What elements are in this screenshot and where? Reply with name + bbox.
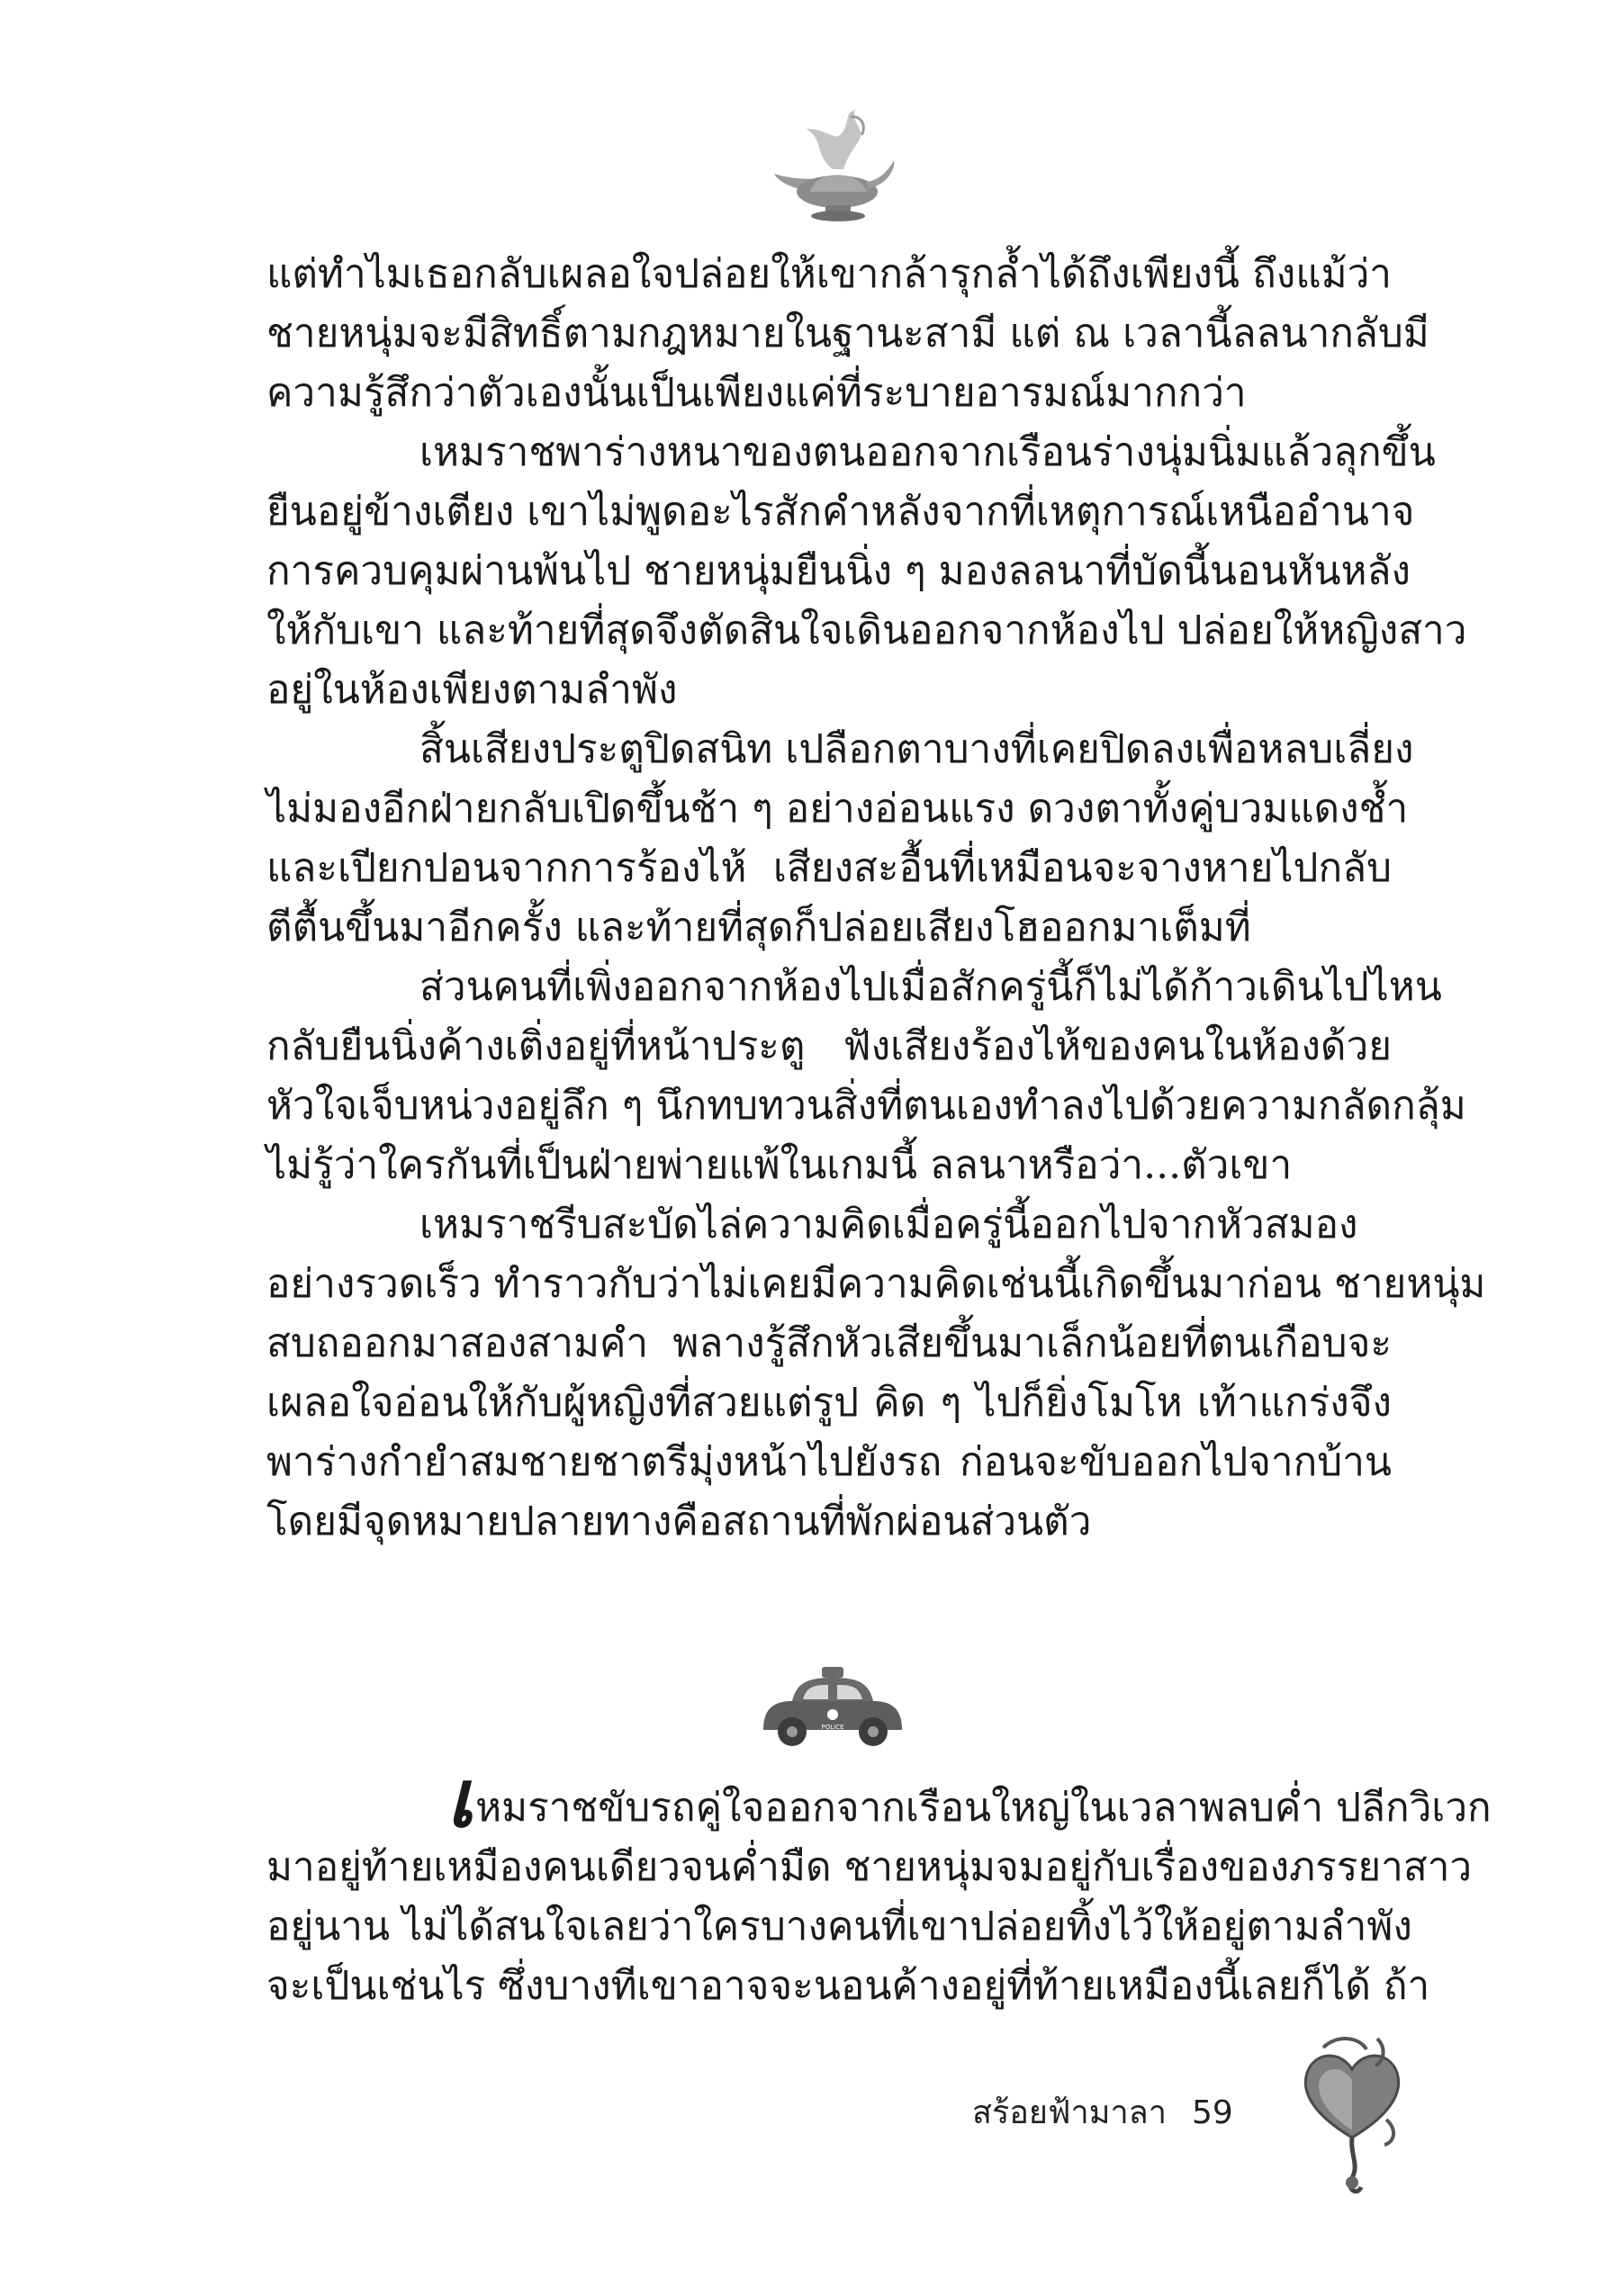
text-line: จะเป็นเช่นไร ซึ่งบางทีเขาอาจจะนอนค้างอยู่ที่ท้ายเหมืองนี้เลยก็ได้ ถ้า [266,1963,1430,2009]
text-line: ไม่รู้ว่าใครกันที่เป็นฝ่ายพ่ายแพ้ในเกมนี้ ลลนาหรือว่า...ตัวเขา [266,1142,1293,1188]
text-line: อยู่นาน ไม่ได้สนใจเลยว่าใครบางคนที่เขาปล่อยทิ้งไว้ให้อยู่ตามลำพัง [266,1904,1412,1949]
car-icon [756,1665,909,1751]
text-line [266,1751,1492,1845]
text-line: เหมราชพาร่างหนาของตนออกจากเรือนร่างนุ่มนิ่มแล้วลุกขึ้น [419,429,1436,475]
text-line: ยืนอยู่ข้างเตียง เขาไม่พูดอะไรสักคำหลังจากที่เหตุการณ์เหนืออำนาจ [266,489,1415,535]
text-line: ตีตื้นขึ้นมาอีกครั้ง และท้ายที่สุดก็ปล่อยเสียงโฮออกมาเต็มที่ [266,905,1251,950]
car-badge-text: POLICE [821,1724,844,1731]
page-number: 59 [1191,2094,1233,2131]
text-line: ไม่มองอีกฝ่ายกลับเปิดขึ้นช้า ๆ อย่างอ่อนแรง ดวงตาทั้งคู่บวมแดงช้ำ [266,786,1409,832]
text-line: กลับยืนนิ่งค้างเติ่งอยู่ที่หน้าประตู ฟังเสียงร้องไห้ของคนในห้องด้วย [266,1023,1392,1069]
text-line: ชายหนุ่มจะมีสิทธิ์ตามกฎหมายในฐานะสามี แต่ ณ เวลานี้ลลนากลับมี [266,311,1429,356]
text-line: ส่วนคนที่เพิ่งออกจากห้องไปเมื่อสักครู่นี้ก็ไม่ได้ก้าวเดินไปไหน [419,964,1442,1010]
text-line: และเปียกปอนจากการร้องไห้ เสียงสะอื้นที่เหมือนจะจางหายไปกลับ [266,845,1392,891]
drop-cap: เ [446,1751,474,1845]
text-line: อยู่ในห้องเพียงตามลำพัง [266,667,678,713]
text-line: อย่างรวดเร็ว ทำราวกับว่าไม่เคยมีความคิดเช่นนี้เกิดขึ้นมาก่อน ชายหนุ่ม [266,1261,1486,1307]
text-line: เผลอใจอ่อนให้กับผู้หญิงที่สวยแต่รูป คิด ๆ ไปก็ยิ่งโมโห เท้าแกร่งจึง [266,1380,1392,1426]
text-line: ให้กับเขา และท้ายที่สุดจึงตัดสินใจเดินออกจากห้องไป ปล่อยให้หญิงสาว [266,608,1467,653]
text-line: โดยมีจุดหมายปลายทางคือสถานที่พักผ่อนส่วนตัว [266,1499,1092,1544]
text-line: เหมราชรีบสะบัดไล่ความคิดเมื่อครู่นี้ออกไปจากหัวสมอง [419,1202,1358,1247]
text-line: แต่ทำไมเธอกลับเผลอใจปล่อยให้เขากล้ารุกล้ำได้ถึงเพียงนี้ ถึงแม้ว่า [266,251,1392,297]
body-text-section-two [266,1751,1492,2016]
text-line: สบถออกมาสองสามคำ พลางรู้สึกหัวเสียขึ้นมาเล็กน้อยที่ตนเกือบจะ [266,1320,1392,1366]
heart-ornament-icon [1296,2030,1409,2201]
text-line: การควบคุมผ่านพ้นไป ชายหนุ่มยืนนิ่ง ๆ มองลลนาที่บัดนี้นอนหันหลัง [266,548,1411,594]
text-line: สิ้นเสียงประตูปิดสนิท เปลือกตาบางที่เคยปิดลงเพื่อหลบเลี่ยง [419,726,1414,772]
body-text-top [266,245,1486,1552]
page-footer [972,2086,1233,2138]
book-title: สร้อยฟ้ามาลา [972,2094,1167,2131]
first-line-text: หมราชขับรถคู่ใจออกจากเรือนใหญ่ในเวลาพลบค่ำ ปลีกวิเวก [475,1785,1492,1831]
text-line: ความรู้สึกว่าตัวเองนั้นเป็นเพียงแค่ที่ระบายอารมณ์มากกว่า [266,370,1247,416]
text-line: หัวใจเจ็บหน่วงอยู่ลึก ๆ นึกทบทวนสิ่งที่ตนเองทำลงไปด้วยความกลัดกลุ้ม [266,1083,1466,1129]
genie-lamp-icon [761,106,905,228]
text-line: พาร่างกำยำสมชายชาตรีมุ่งหน้าไปยังรถ ก่อนจะขับออกไปจากบ้าน [266,1439,1392,1485]
text-line: มาอยู่ท้ายเหมืองคนเดียวจนค่ำมืด ชายหนุ่มจมอยู่กับเรื่องของภรรยาสาว [266,1844,1473,1890]
